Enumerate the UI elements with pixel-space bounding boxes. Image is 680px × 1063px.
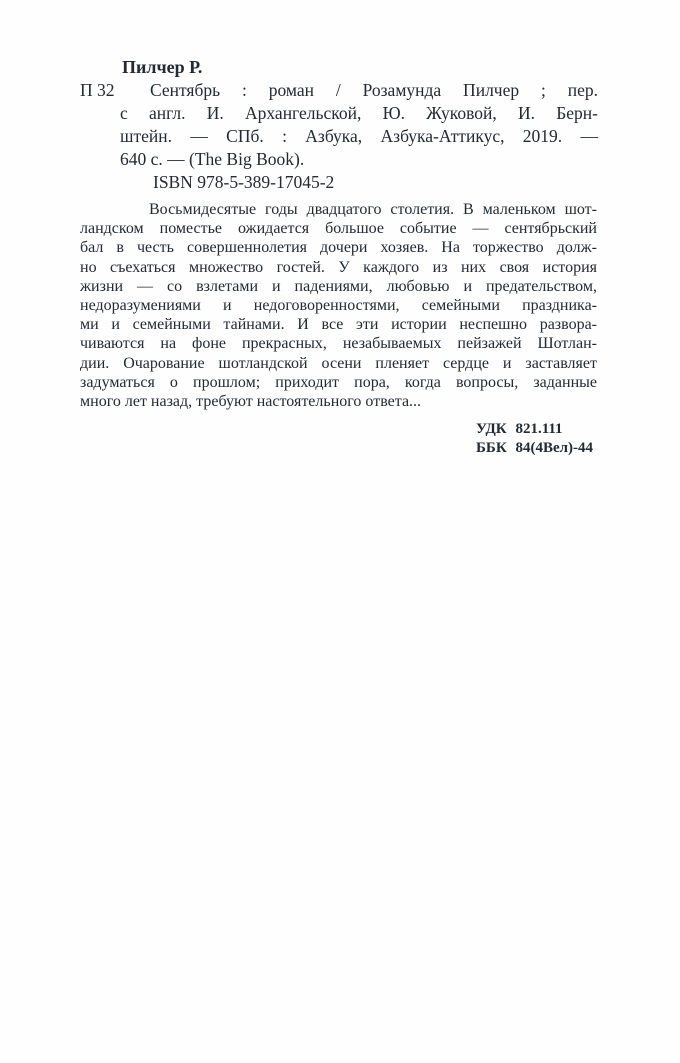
annotation-paragraph <box>80 200 597 411</box>
annotation-line: много лет назад, требуют настоятельного ответа... <box>80 393 422 411</box>
bbk-code: ББК 84(4Вел)-44 <box>476 439 594 456</box>
isbn-line: ISBN 978-5-389-17045-2 <box>153 172 335 192</box>
biblio-line: штейн. — СПб. : Азбука, Азбука-Аттикус, 2019. — <box>120 126 598 146</box>
annotation-line: дии. Очарование шотландской осени пленяет сердце и заставляет <box>80 354 597 372</box>
annotation-line: Восьмидесятые годы двадцатого столетия. В маленьком шот- <box>149 201 597 218</box>
classification-codes <box>476 420 593 457</box>
author-header: Пилчер Р. <box>122 57 203 77</box>
annotation-line: ми и семейными тайнами. И все эти истории неспешно развора- <box>80 316 597 334</box>
biblio-line: 640 с. — (The Big Book). <box>120 149 305 169</box>
annotation-line: жизни — со взлетами и падениями, любовью и предательством, <box>80 277 597 295</box>
catalog-index-code: П 32 <box>80 80 115 100</box>
bibliographic-description <box>120 79 598 194</box>
udk-code: УДК 821.111 <box>476 421 563 437</box>
annotation-line: задуматься о прошлом; приходит пора, когда вопросы, заданные <box>80 373 597 391</box>
biblio-line: с англ. И. Архангельской, Ю. Жуковой, И. Берн- <box>120 103 598 123</box>
annotation-line: чиваются на фоне прекрасных, незабываемых пейзажей Шотлан- <box>80 335 597 353</box>
annotation-line: но съехаться множество гостей. У каждого из них своя история <box>80 258 597 276</box>
biblio-line: Сентябрь : роман / Розамунда Пилчер ; пер. <box>150 80 598 100</box>
annotation-line: ландском поместье ожидается большое событие — сентябрьский <box>80 220 597 238</box>
annotation-line: недоразумениями и недоговоренностями, семейными праздника- <box>80 297 597 315</box>
annotation-line: бал в честь совершеннолетия дочери хозяев. На торжество долж- <box>80 239 597 257</box>
